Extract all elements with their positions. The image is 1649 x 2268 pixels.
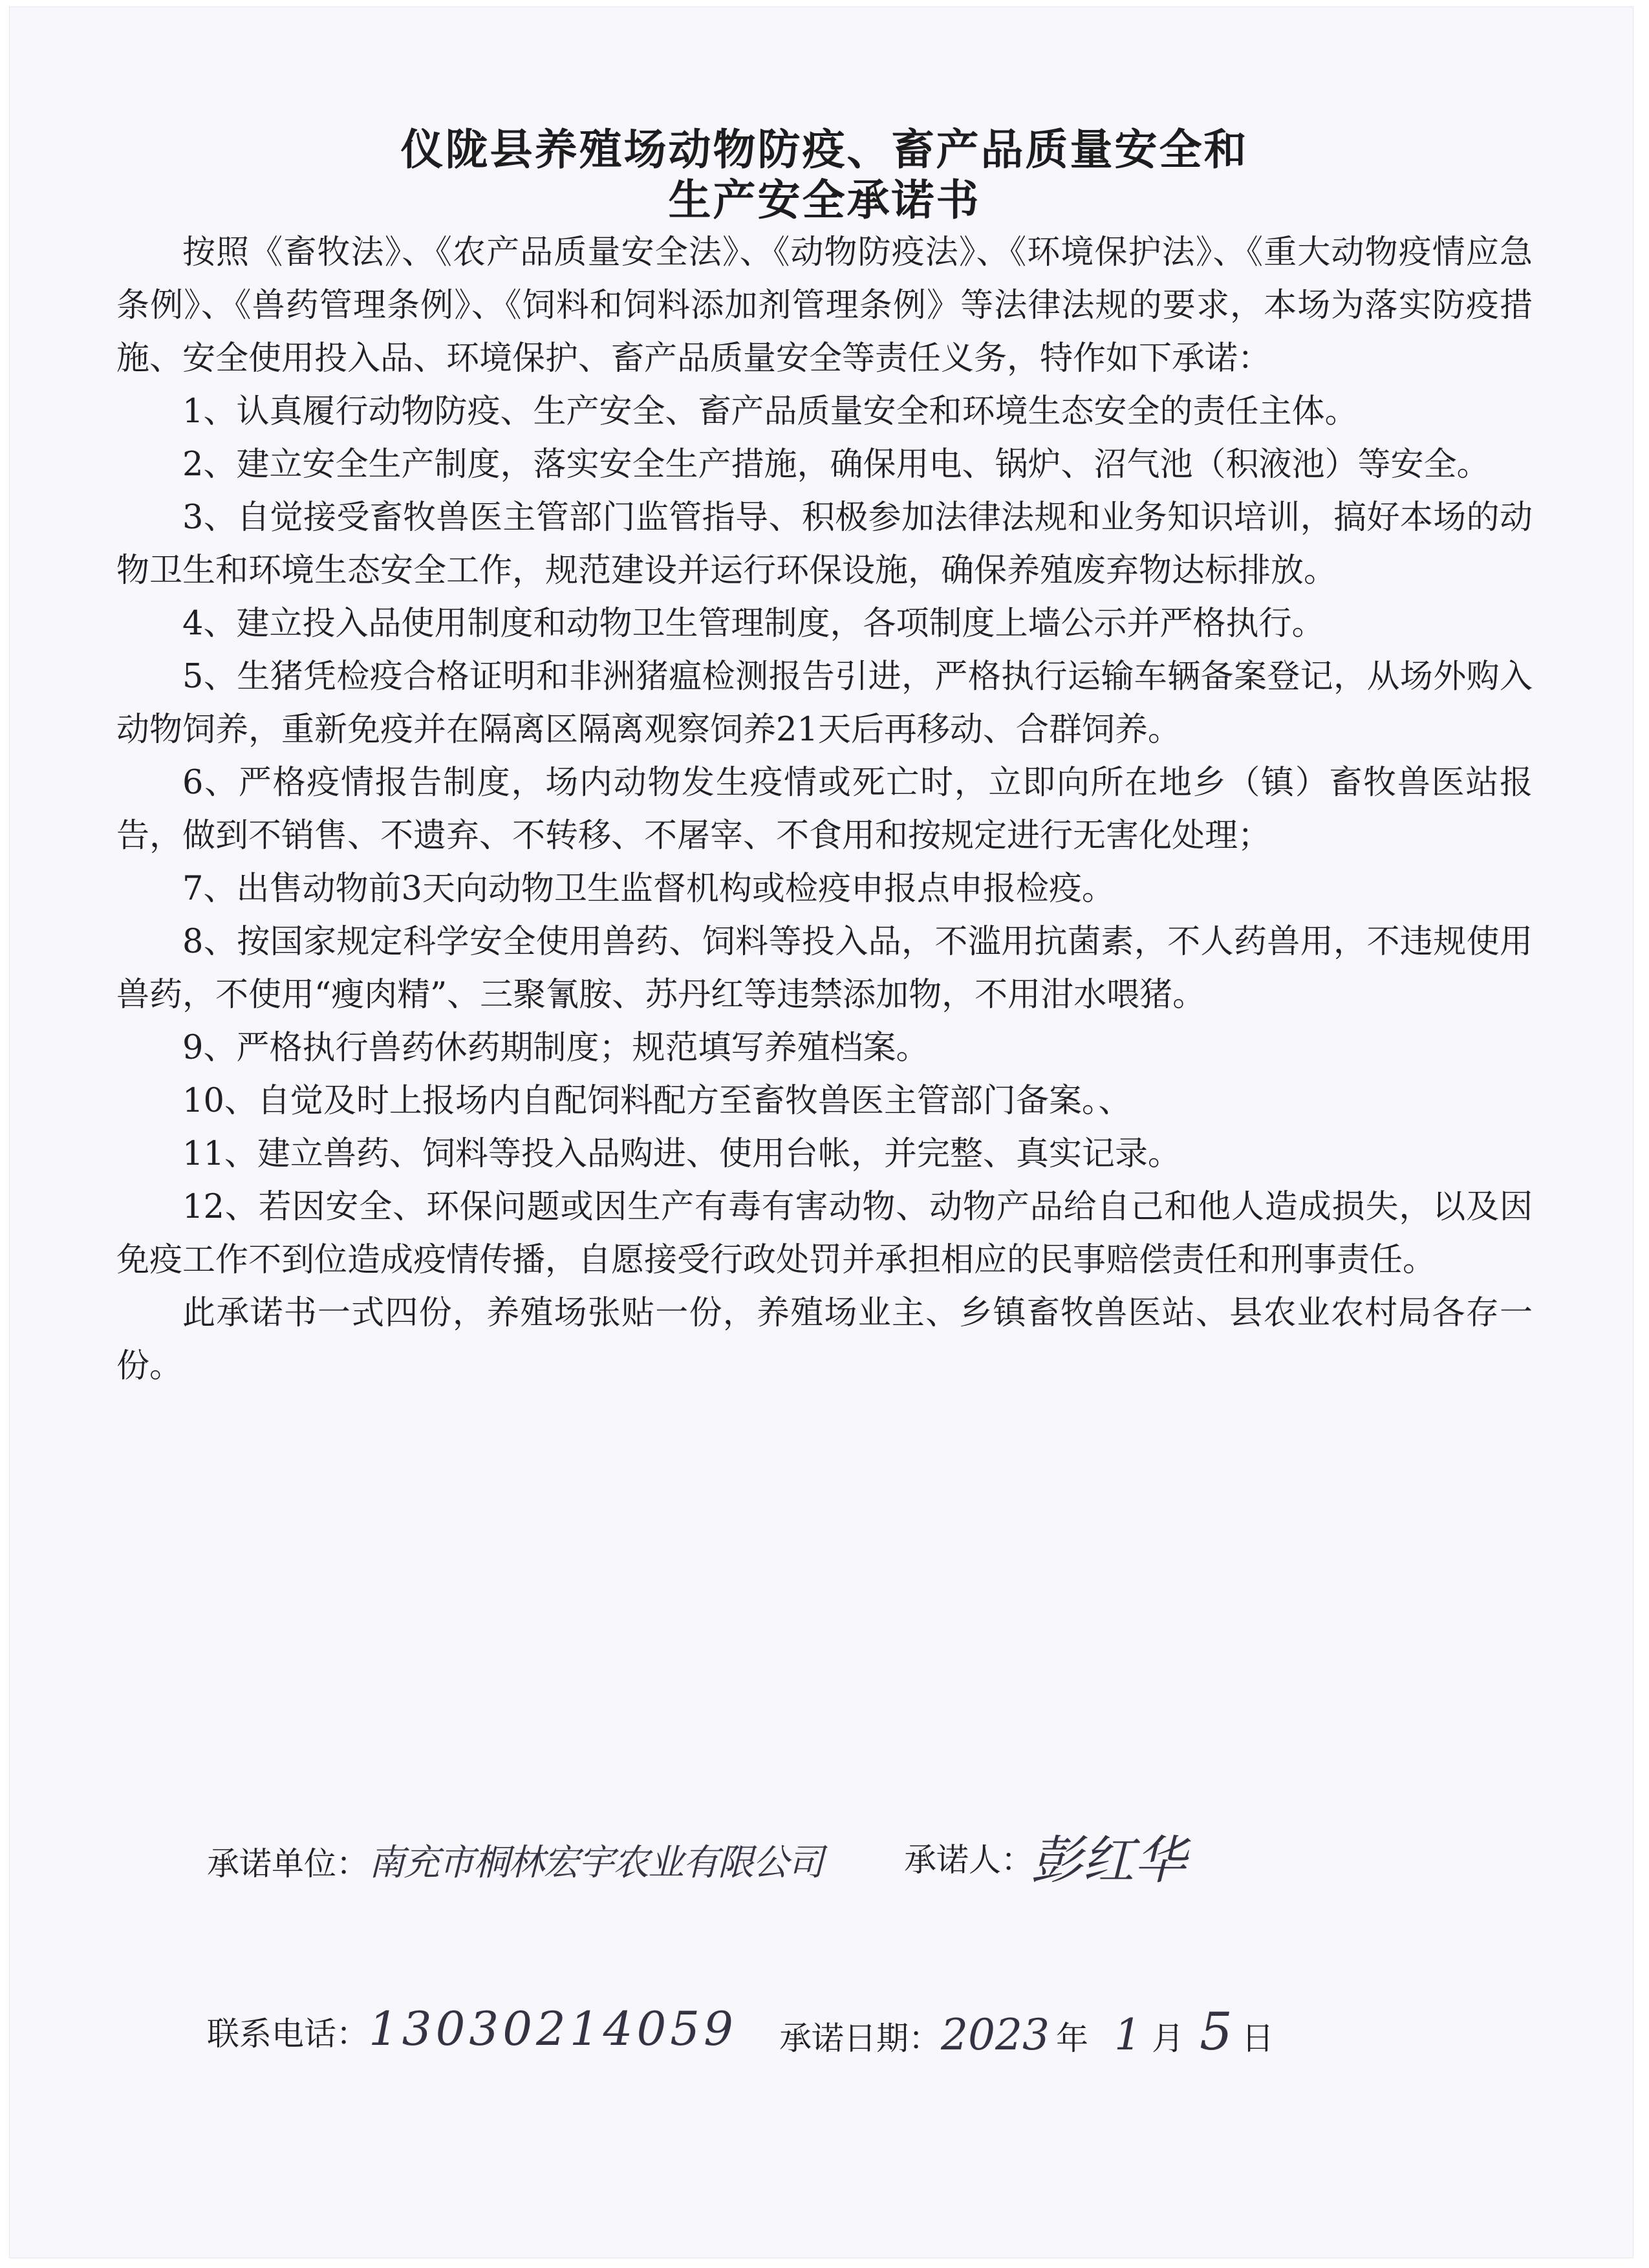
person-handwritten-signature: 彭红华 bbox=[1031, 1830, 1186, 1890]
paragraph-item-9: 9、严格执行兽药休药期制度；规范填写养殖档案。 bbox=[182, 1029, 929, 1067]
paragraph-item-12: 12、若因安全、环保问题或因生产有毒有害动物、动物产品给自己和他人造成损失，以及因免疫工作不到位造成疫情传播，自愿接受行政处罚并承担相应的民事赔偿责任和刑事责任。 bbox=[116, 1188, 1533, 1279]
paragraph-closing: 此承诺书一式四份，养殖场张贴一份，养殖场业主、乡镇畜牧兽医站、县农业农村局各存一份。 bbox=[116, 1294, 1533, 1385]
date-line bbox=[779, 2002, 1274, 2062]
date-year-handwritten: 2023 bbox=[941, 2010, 1050, 2060]
date-month-suffix: 月 bbox=[1151, 2020, 1184, 2057]
document-title-line1: 仪陇县养殖场动物防疫、畜产品质量安全和 bbox=[400, 125, 1249, 175]
person-label: 承诺人： bbox=[904, 1841, 1033, 1879]
paragraph-item-8: 8、按国家规定科学安全使用兽药、饲料等投入品，不滥用抗菌素，不人药兽用，不违规使用兽药，不使用“瘦肉精”、三聚氰胺、苏丹红等违禁添加物，不用泔水喂猪。 bbox=[116, 923, 1533, 1014]
phone-line bbox=[207, 2002, 737, 2056]
date-day-suffix: 日 bbox=[1241, 2020, 1274, 2057]
paragraph-item-1: 1、认真履行动物防疫、生产安全、畜产品质量安全和环境生态安全的责任主体。 bbox=[182, 393, 1358, 431]
unit-handwritten: 南充市桐林宏宇农业有限公司 bbox=[369, 1842, 823, 1884]
paragraph-item-6: 6、严格疫情报告制度，场内动物发生疫情或死亡时，立即向所在地乡（镇）畜牧兽医站报告，做到不销售、不遗弃、不转移、不屠宰、不食用和按规定进行无害化处理； bbox=[116, 764, 1533, 855]
paragraph-intro: 按照《畜牧法》、《农产品质量安全法》、《动物防疫法》、《环境保护法》、《重大动物疫情应急条例》、《兽药管理条例》、《饲料和饲料添加剂管理条例》等法律法规的要求，本场为落实防疫措施、安全使用投入品、环境保护、畜产品质量安全等责任义务，特作如下承诺： bbox=[116, 233, 1533, 378]
unit-line bbox=[207, 1834, 823, 1886]
paragraph-item-10: 10、自觉及时上报场内自配饲料配方至畜牧兽医主管部门备案。、 bbox=[182, 1082, 1132, 1120]
date-month-handwritten: 1 bbox=[1114, 2010, 1141, 2060]
paragraph-item-4: 4、建立投入品使用制度和动物卫生管理制度，各项制度上墙公示并严格执行。 bbox=[182, 605, 1325, 643]
document-title-line2: 生产安全承诺书 bbox=[668, 175, 981, 225]
paragraph-item-7: 7、出售动物前3天向动物卫生监督机构或检疫申报点申报检疫。 bbox=[182, 870, 1115, 908]
date-year-suffix: 年 bbox=[1055, 2020, 1088, 2057]
date-day-handwritten: 5 bbox=[1199, 2002, 1233, 2062]
paragraph-item-3: 3、自觉接受畜牧兽医主管部门监管指导、积极参加法律法规和业务知识培训，搞好本场的动物卫生和环境生态安全工作，规范建设并运行环保设施，确保养殖废弃物达标排放。 bbox=[116, 499, 1533, 590]
paragraph-item-2: 2、建立安全生产制度，落实安全生产措施，确保用电、锅炉、沼气池（积液池）等安全。 bbox=[182, 446, 1490, 484]
paragraph-item-5: 5、生猪凭检疫合格证明和非洲猪瘟检测报告引进，严格执行运输车辆备案登记，从场外购入动物饲养，重新免疫并在隔离区隔离观察饲养21天后再移动、合群饲养。 bbox=[116, 658, 1533, 749]
phone-handwritten: 13030214059 bbox=[369, 2002, 737, 2056]
date-label: 承诺日期： bbox=[779, 2020, 941, 2057]
document-body bbox=[116, 226, 1533, 1393]
phone-label: 联系电话： bbox=[207, 2015, 369, 2053]
unit-label: 承诺单位： bbox=[207, 1845, 369, 1883]
paragraph-item-11: 11、建立兽药、饲料等投入品购进、使用台帐，并完整、真实记录。 bbox=[182, 1135, 1181, 1173]
